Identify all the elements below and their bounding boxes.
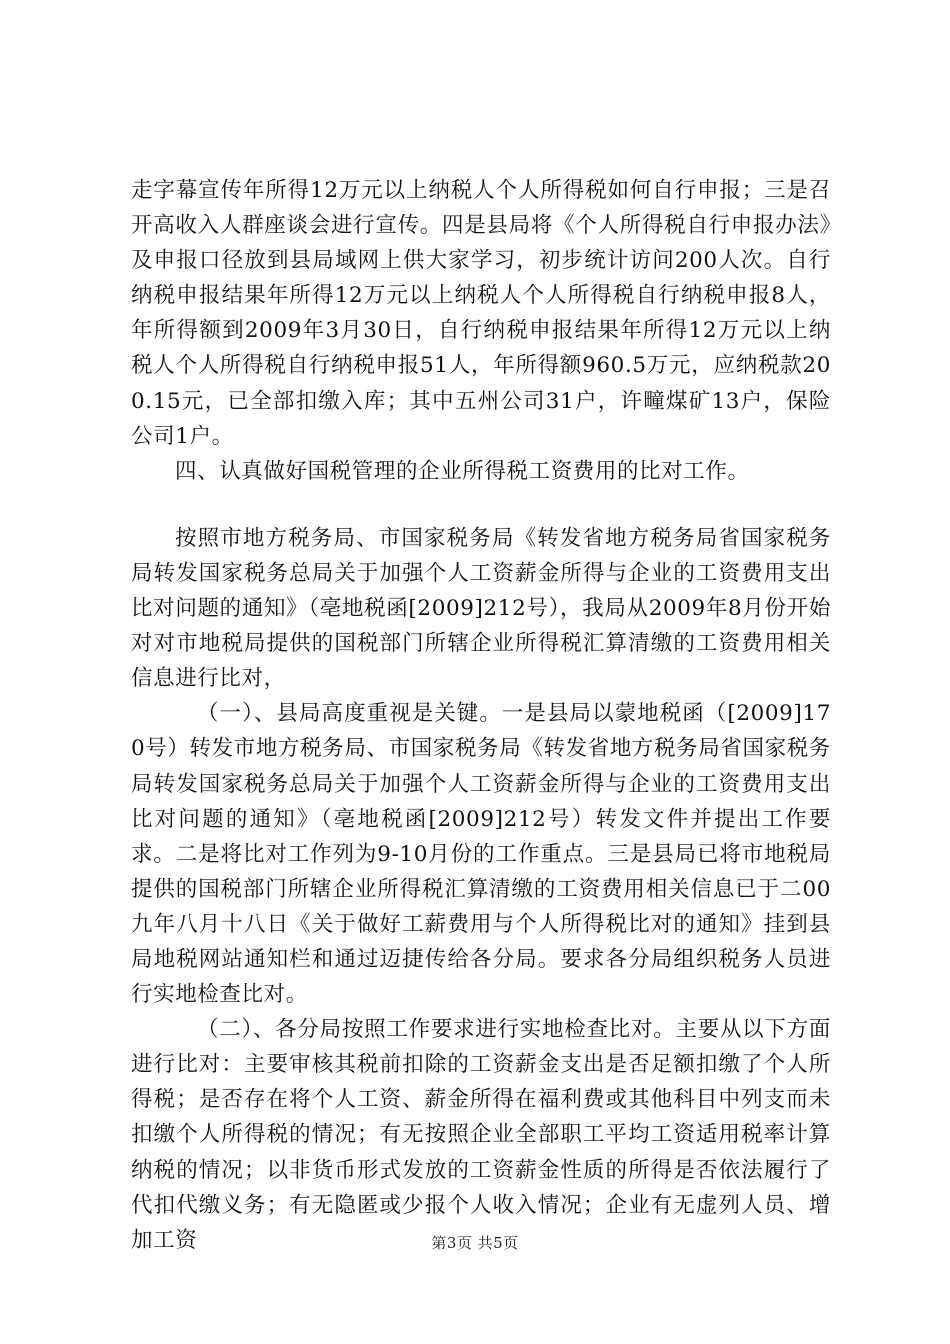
paragraph-background: 按照市地方税务局、市国家税务局《转发省地方税务局省国家税务局转发国家税务总局关于加强个人工资薪金所得与企业的工资费用支出比对问题的通知》（亳地税函[2009]212号），我局从2009年8月份开始对对市地税局提供的国税部门所辖企业所得税汇算清缴的工资费用相关信息进行比对，	[131, 525, 831, 692]
section-heading-4: 四、认真做好国税管理的企业所得税工资费用的比对工作。	[175, 458, 750, 484]
paragraph-item-2: （二）、各分局按照工作要求进行实地检查比对。主要从以下方面进行比对：主要审核其税前扣除的工资薪金支出是否足额扣缴了个人所得税；是否存在将个人工资、薪金所得在福利费或其他科目中列支而未扣缴个人所得税的情况；有无按照企业全部职工平均工资适用税率计算纳税的情况；以非货币形式发放的工资薪金性质的所得是否依法履行了代扣代缴义务；有无隐匿或少报个人收入情况；企业有无虚列人员、增加工资	[131, 1017, 831, 1253]
paragraph-continued: 走字幕宣传年所得12万元以上纳税人个人所得税如何自行申报；三是召开高收入人群座谈会进行宣传。四是县局将《个人所得税自行申报办法》及申报口径放到县局域网上供大家学习，初步统计访问200人次。自行纳税申报结果年所得12万元以上纳税人个人所得税自行纳税申报8人，年所得额到2009年3月30日，自行纳税申报结果年所得12万元以上纳税人个人所得税自行纳税申报51人，年所得额960.5万元，应纳税款200.15元，已全部扣缴入库；其中五州公司31户，许疃煤矿13户，保险公司1户。	[131, 178, 831, 449]
page-number-footer: 第3页 共5页	[431, 1234, 519, 1252]
paragraph-gap	[131, 489, 831, 521]
paragraph-item-1: （一）、县局高度重视是关键。一是县局以蒙地税函（[2009]170号）转发市地方税务局、市国家税务局《转发省地方税务局省国家税务局转发国家税务总局关于加强个人工资薪金所得与企业的工资费用支出比对问题的通知》（亳地税函[2009]212号）转发文件并提出工作要求。二是将比对工作列为9-10月份的工作重点。三是县局已将市地税局提供的国税部门所辖企业所得税汇算清缴的工资费用相关信息已于二00九年八月十八日《关于做好工薪费用与个人所得税比对的通知》挂到县局地税网站通知栏和通过迈捷传给各分局。要求各分局组织税务人员进行实地检查比对。	[131, 701, 831, 1008]
document-body	[131, 173, 831, 1258]
